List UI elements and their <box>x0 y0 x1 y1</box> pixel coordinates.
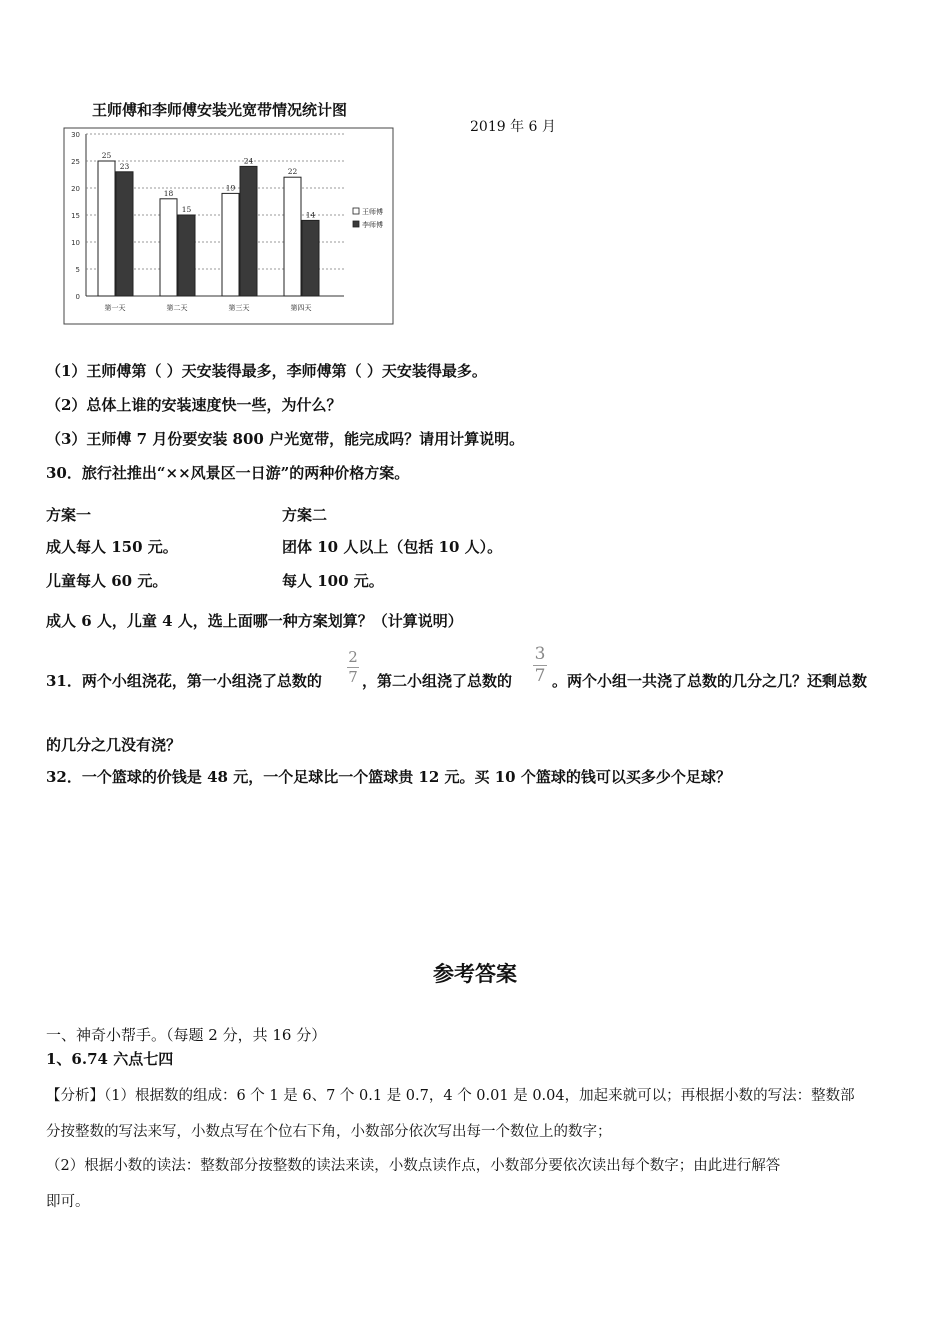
plan-2-price: 每人 100 元。 <box>282 572 384 590</box>
x-tick-label: 第二天 <box>166 304 188 312</box>
plan-1-child: 儿童每人 60 元。 <box>46 572 168 590</box>
legend-swatch <box>353 221 359 227</box>
question-31-part2: ，第二小组浇了总数的 <box>362 672 513 690</box>
chart-title: 王师傅和李师傅安装光宽带情况统计图 <box>92 101 348 119</box>
plan-2-group: 团体 10 人以上（包括 10 人）。 <box>282 538 503 556</box>
legend-label: 王师傅 <box>362 208 383 216</box>
data-label: 25 <box>101 151 112 160</box>
bar-李师傅-第四天 <box>302 220 319 296</box>
x-tick-label: 第三天 <box>228 304 250 312</box>
data-label: 23 <box>119 161 130 171</box>
plan-1-adult: 成人每人 150 元。 <box>46 538 178 556</box>
fraction-denominator: 7 <box>534 666 546 686</box>
data-label: 22 <box>287 167 298 177</box>
fraction-denominator: 7 <box>348 668 358 686</box>
y-tick-label: 25 <box>71 158 80 166</box>
bar-李师傅-第二天 <box>178 215 195 296</box>
analysis-line-1: 【分析】（1）根据数的组成：6 个 1 是 6、7 个 0.1 是 0.7，4 个 0.01 是 0.04，加起来就可以；再根据小数的写法：整数部 <box>46 1088 855 1104</box>
question-31-line2: 的几分之几没有浇？ <box>46 736 182 754</box>
answers-section-1: 一、神奇小帮手。（每题 2 分，共 16 分） <box>46 1026 327 1044</box>
bar-王师傅-第四天 <box>284 177 301 296</box>
data-label: 24 <box>243 156 254 166</box>
legend-swatch <box>353 208 359 214</box>
analysis-line-4: 即可。 <box>46 1194 90 1210</box>
question-29-2: （2）总体上谁的安装速度快一些，为什么？ <box>46 396 342 414</box>
data-label: 19 <box>225 183 236 193</box>
data-label: 15 <box>181 205 192 214</box>
data-label: 18 <box>163 188 174 198</box>
fraction-numerator: 2 <box>348 648 358 666</box>
y-tick-label: 0 <box>75 293 80 301</box>
answers-title: 参考答案 <box>433 961 517 986</box>
bar-王师傅-第一天 <box>98 161 115 296</box>
answer-1: 1、6.74 六点七四 <box>46 1050 174 1068</box>
analysis-line-3: （2）根据小数的读法：整数部分按整数的读法来读，小数点读作点，小数部分要依次读出每个数字；由此进行解答 <box>46 1158 781 1174</box>
y-tick-label: 10 <box>71 239 80 247</box>
plan-1-title: 方案一 <box>46 506 92 524</box>
bar-王师傅-第二天 <box>160 199 177 296</box>
question-29-1: （1）王师傅第（ ）天安装得最多，李师傅第（ ）天安装得最多。 <box>46 362 487 380</box>
plan-2-title: 方案二 <box>282 506 328 524</box>
data-label: 14 <box>305 210 316 220</box>
y-tick-label: 15 <box>71 212 80 220</box>
bar-chart <box>62 124 397 354</box>
y-tick-label: 5 <box>75 266 80 274</box>
bar-王师傅-第三天 <box>222 193 239 296</box>
question-30-ask: 成人 6 人，儿童 4 人，选上面哪一种方案划算？（计算说明） <box>46 612 463 630</box>
y-tick-label: 20 <box>71 185 80 193</box>
bar-李师傅-第一天 <box>116 172 133 296</box>
question-29-3: （3）王师傅 7 月份要安装 800 户光宽带，能完成吗？请用计算说明。 <box>46 430 525 448</box>
legend-label: 李师傅 <box>362 221 383 229</box>
chart-date: 2019 年 6 月 <box>470 119 556 135</box>
x-tick-label: 第四天 <box>290 304 312 312</box>
question-30: 30．旅行社推出“××风景区一日游”的两种价格方案。 <box>46 464 410 482</box>
fraction-3-7 <box>533 646 547 685</box>
x-tick-label: 第一天 <box>104 304 126 312</box>
fraction-2-7 <box>347 650 359 685</box>
fraction-numerator: 3 <box>534 644 546 664</box>
question-31-part1: 31．两个小组浇花，第一小组浇了总数的 <box>46 672 322 690</box>
y-tick-label: 30 <box>71 131 80 139</box>
question-32: 32．一个篮球的价钱是 48 元，一个足球比一个篮球贵 12 元。买 10 个篮球的钱可以买多少个足球？ <box>46 768 731 786</box>
analysis-line-2: 分按整数的写法来写，小数点写在个位右下角，小数部分依次写出每一个数位上的数字； <box>46 1124 612 1140</box>
question-31-part3: 。两个小组一共浇了总数的几分之几？还剩总数 <box>552 672 868 690</box>
bar-李师傅-第三天 <box>240 166 257 296</box>
